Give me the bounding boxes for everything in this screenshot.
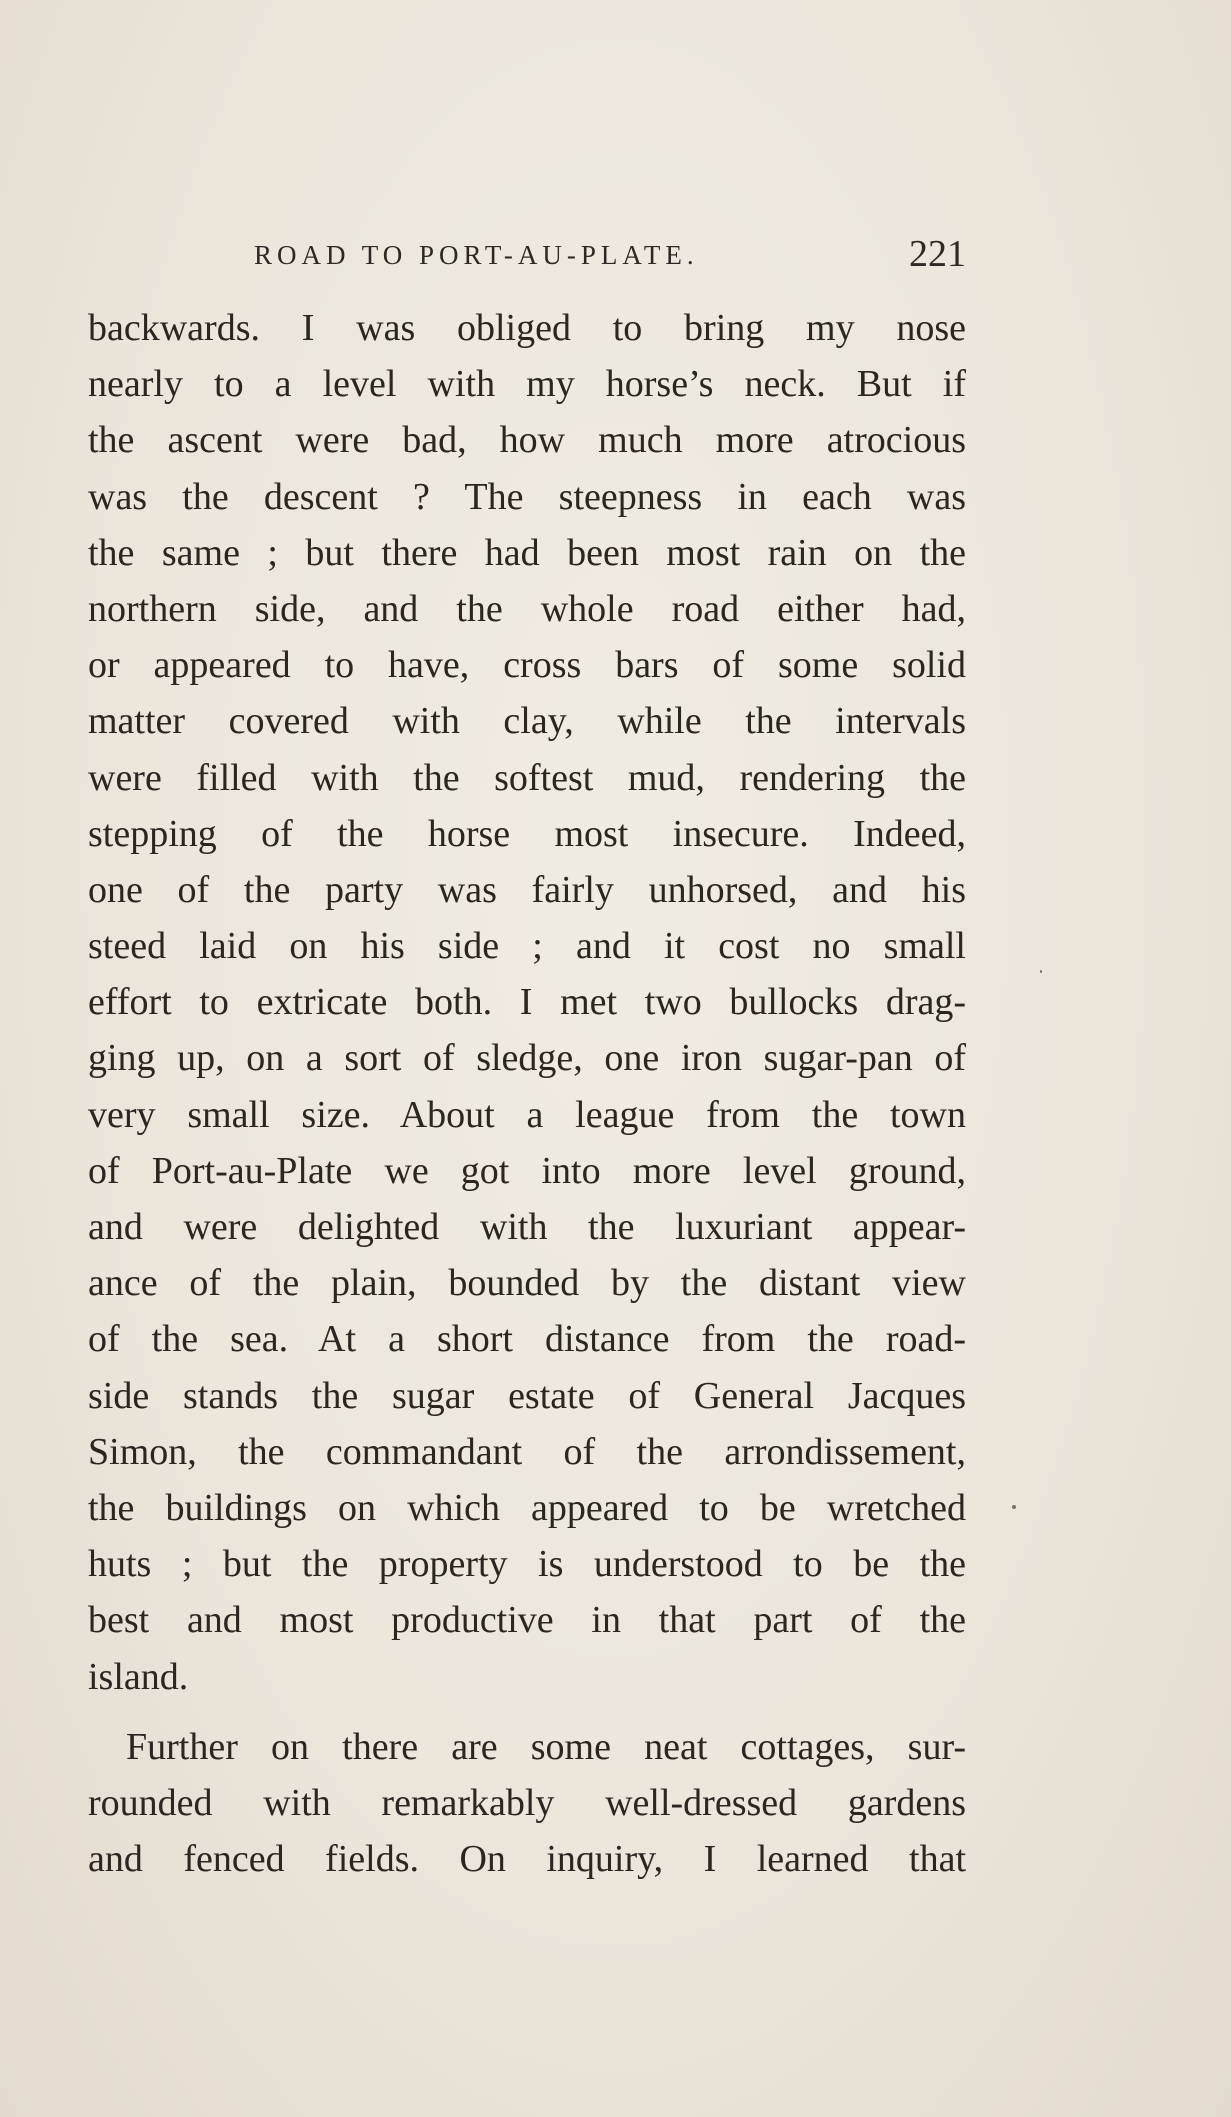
text-line: and fenced fields. On inquiry, I learned that	[88, 1838, 966, 1881]
running-title: ROAD TO PORT-AU-PLATE.	[254, 240, 699, 270]
text-line: the ascent were bad, how much more atrocious	[88, 419, 966, 462]
text-line: of Port-au-Plate we got into more level ground,	[88, 1149, 966, 1192]
text-line: were filled with the softest mud, rendering the	[88, 756, 966, 799]
text-line: and were delighted with the luxuriant appear-	[88, 1206, 966, 1248]
text-line: huts ; but the property is understood to be the	[88, 1543, 966, 1586]
text-line: of the sea. At a short distance from the road-	[88, 1318, 966, 1361]
text-line: very small size. About a league from the town	[88, 1093, 966, 1136]
text-line: steed laid on his side ; and it cost no small	[88, 925, 966, 968]
text-line: one of the party was fairly unhorsed, and his	[88, 868, 966, 911]
text-line: Further on there are some neat cottages, sur-	[126, 1725, 966, 1768]
text-line: the same ; but there had been most rain on the	[88, 531, 966, 574]
text-line: was the descent ? The steepness in each was	[88, 475, 966, 518]
text-line: effort to extricate both. I met two bullocks drag-	[88, 981, 966, 1024]
text-line: northern side, and the whole road either had,	[88, 587, 966, 630]
text-line: best and most productive in that part of the	[88, 1599, 966, 1642]
paragraph	[88, 1719, 966, 1888]
text-line: or appeared to have, cross bars of some solid	[88, 644, 966, 687]
paragraph-gap	[88, 1705, 966, 1719]
text-line: ance of the plain, bounded by the distant view	[88, 1262, 966, 1305]
paper-speck	[1012, 1505, 1016, 1509]
paragraph	[88, 300, 966, 1705]
text-line: stepping of the horse most insecure. Indeed,	[88, 812, 966, 855]
text-line: matter covered with clay, while the intervals	[88, 700, 966, 743]
text-line: ging up, on a sort of sledge, one iron sugar-pan of	[88, 1037, 966, 1080]
body-text	[88, 300, 966, 1887]
text-line: the buildings on which appeared to be wretched	[88, 1486, 966, 1529]
running-head	[88, 232, 966, 282]
text-line: side stands the sugar estate of General Jacques	[88, 1374, 966, 1417]
text-line: rounded with remarkably well-dressed gardens	[88, 1781, 966, 1824]
text-line: island.	[88, 1655, 189, 1698]
text-line: Simon, the commandant of the arrondissement,	[88, 1430, 966, 1473]
page-number: 221	[909, 233, 966, 275]
text-line: backwards. I was obliged to bring my nose	[88, 307, 966, 349]
text-line: nearly to a level with my horse’s neck. But if	[88, 363, 966, 406]
paper-speck	[1040, 970, 1042, 973]
